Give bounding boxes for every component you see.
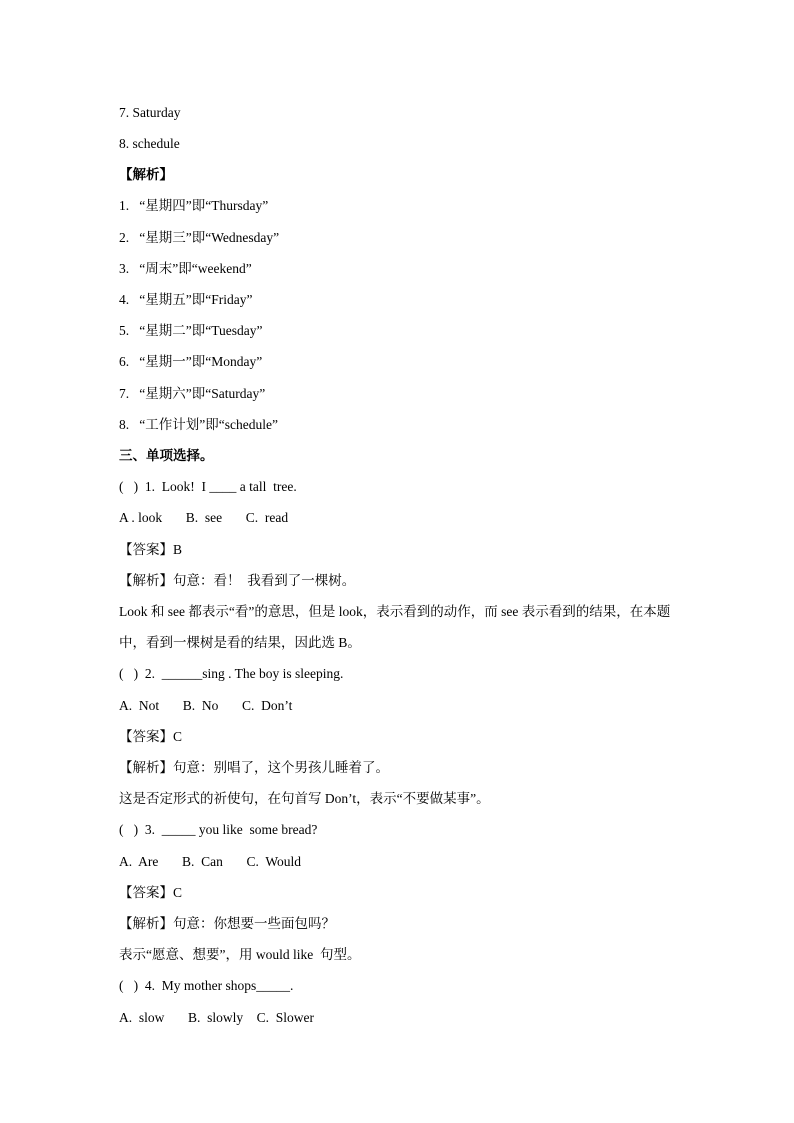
analysis-item-2: 2. “星期三”即“Wednesday” [119,230,280,245]
question-2-answer: 【答案】C [119,729,183,744]
question-2-explanation: 这是否定形式的祈使句，在句首写 Don’t，表示“不要做某事”。 [119,791,490,806]
analysis-item-7: 7. “星期六”即“Saturday” [119,386,266,401]
question-3-analysis: 【解析】句意：你想要一些面包吗？ [119,916,335,931]
question-3-options: A. Are B. Can C. Would [119,854,302,869]
analysis-item-6: 6. “星期一”即“Monday” [119,354,263,369]
question-2: ( ) 2. ______sing . The boy is sleeping. [119,666,344,681]
analysis-item-8: 8. “工作计划”即“schedule” [119,417,278,432]
analysis-heading: 【解析】 [119,167,173,182]
question-1-analysis: 【解析】句意：看！ 我看到了一棵树。 [119,573,356,588]
question-4: ( ) 4. My mother shops_____. [119,978,294,993]
analysis-item-5: 5. “星期二”即“Tuesday” [119,323,263,338]
question-2-options: A. Not B. No C. Don’t [119,698,293,713]
question-1: ( ) 1. Look! I ____ a tall tree. [119,479,297,494]
question-4-options: A. slow B. slowly C. Slower [119,1010,315,1025]
section-heading: 三、单项选择。 [119,448,214,463]
question-3-explanation: 表示“愿意、想要”，用 would like 句型。 [119,947,361,962]
question-3-answer: 【答案】C [119,885,183,900]
analysis-item-4: 4. “星期五”即“Friday” [119,292,253,307]
answer-line-8: 8. schedule [119,136,180,151]
question-1-options: A . look B. see C. read [119,510,289,525]
question-2-analysis: 【解析】句意：别唱了，这个男孩儿睡着了。 [119,760,389,775]
answer-line-7: 7. Saturday [119,105,181,120]
analysis-item-3: 3. “周末”即“weekend” [119,261,252,276]
analysis-item-1: 1. “星期四”即“Thursday” [119,198,269,213]
question-3: ( ) 3. _____ you like some bread? [119,822,318,837]
question-1-explanation: Look 和 see 都表示“看”的意思，但是 look，表示看到的动作，而 see 表示看到的结果，在本题中，看到一棵树是看的结果，因此选 B。 [119,604,671,650]
question-1-answer: 【答案】B [119,542,183,557]
